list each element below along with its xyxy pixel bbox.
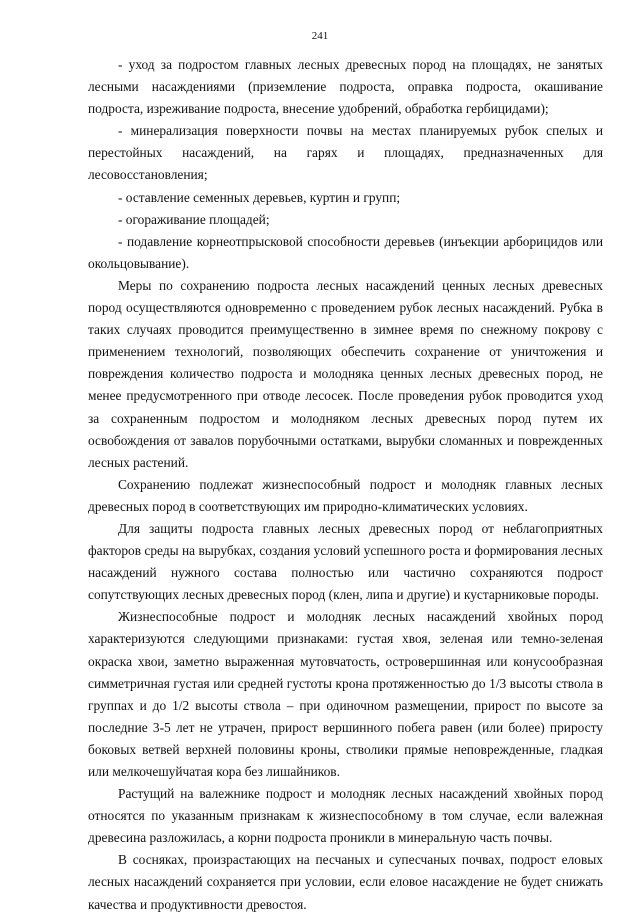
paragraph-deadwood-growth: Растущий на валежнике подрост и молодняк лесных насаждений хвойных пород относятся по указанным признакам к жизнеспособному в том случае, если валежная древесина разложилась, а корни подроста проникли в минеральную часть почвы.: [88, 786, 603, 846]
paragraph-viability-signs: Жизнеспособные подрост и молодняк лесных насаждений хвойных пород характеризуются следующими признаками: густая хвоя, зеленая или темно-зеленая окраска хвои, заметно выраженная мутовчатость, островершинная или конусообразная симметричная густая или средней густоты крона протяженностью до 1/3 высоты ствола в группах и до 1/2 высоты ствола – при одиночном размещении, прирост по высоте за последние 3-5 лет не утрачен, прирост вершинного побега равен (или более) приросту боковых ветвей верхней половины кроны, стволики прямые неповрежденные, гладкая или мелкочешуйчатая кора без лишайников.: [88, 609, 603, 779]
paragraph-root-sucker-suppression: - подавление корнеотпрысковой способности деревьев (инъекции арборицидов или окольцовывание).: [88, 233, 603, 271]
paragraph-soil-mineralization: - минерализация поверхности почвы на местах планируемых рубок спелых и перестойных насаждений, на гарях и площадях, предназначенных для лесовосстановления;: [88, 123, 603, 183]
paragraph-seed-trees: - оставление семенных деревьев, куртин и групп;: [118, 189, 401, 205]
page-number: 241: [311, 30, 329, 42]
paragraph-protection: Для защиты подроста главных лесных древесных пород от неблагоприятных факторов среды на вырубках, создания условий успешного роста и формирования лесных насаждений нужного состава полностью или частично сохраняются подрост сопутствующих лесных древесных пород (клен, липа и другие) и кустарниковые породы.: [88, 520, 603, 603]
page-body: [88, 54, 603, 916]
paragraph-preservation-measures: Меры по сохранению подроста лесных насаждений ценных лесных древесных пород осуществляются одновременно с проведением рубок лесных насаждений. Рубка в таких случаях проводится преимущественно в зимнее время по снежному покрову с применением технологий, позволяющих обеспечить сохранение от уничтожения и повреждения количество подроста и молодняка ценных лесных древесных пород, не менее предусмотренного при отводе лесосек. После проведения рубок проводится уход за сохраненным подростом и молодняком лесных древесных пород путем их освобождения от завалов порубочными остатками, вырубки сломанных и поврежденных лесных растений.: [88, 277, 603, 470]
paragraph-fencing: - огораживание площадей;: [118, 211, 270, 227]
paragraph-preservation-subject: Сохранению подлежат жизнеспособный подрост и молодняк главных лесных древесных пород в соответствующих им природно-климатических условиях.: [88, 476, 603, 514]
paragraph-undergrowth-care: - уход за подростом главных лесных древесных пород на площадях, не занятых лесными насаждениями (приземление подроста, оправка подроста, окашивание подроста, изреживание подроста, внесение удобрений, обработка гербицидами);: [88, 57, 603, 117]
paragraph-pine-stands: В сосняках, произрастающих на песчаных и супесчаных почвах, подрост еловых лесных насаждений сохраняется при условии, если еловое насаждение не будет снижать качества и продуктивности древостоя.: [88, 852, 603, 912]
